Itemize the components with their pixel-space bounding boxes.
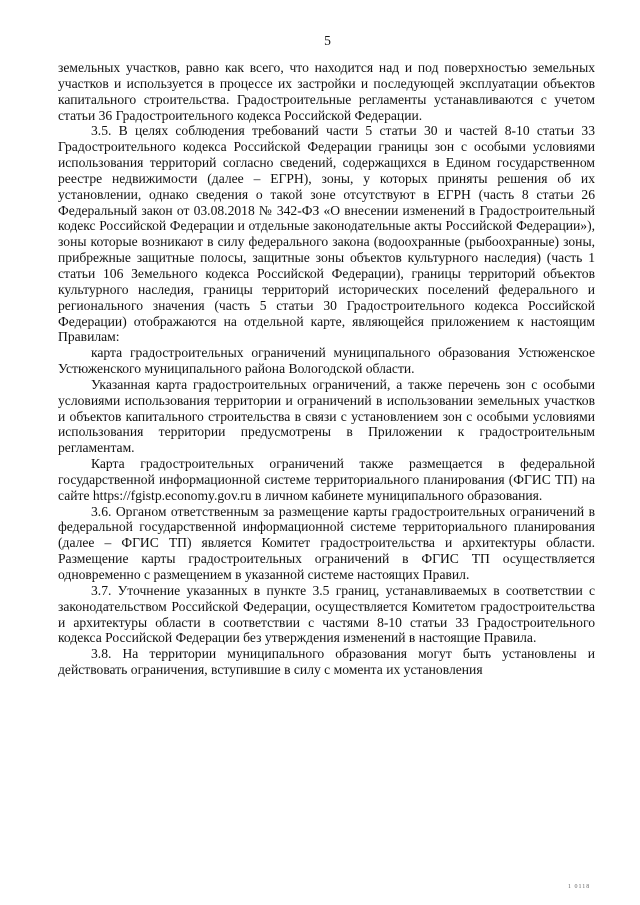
paragraph-3-6: 3.6. Органом ответственным за размещение карты градостроительных ограничений в федеральной государственной информационной системе территориального планирования (далее – ФГИС ТП) является Комитет градостроительства и архитектуры области. Размещение карты градостроительных ограничений в ФГИС ТП осуществляется одновременно с размещением в указанной системе настоящих Правил. (58, 503, 595, 582)
paragraph-continuation: земельных участков, равно как всего, что находится над и под поверхностью земельных участков и используется в процессе их застройки и последующей эксплуатации объектов капитального строительства. Градостроительные регламенты устанавливаются с учетом статьи 36 Градостроительного кодекса Российской Федерации. (58, 60, 595, 123)
paragraph-3-8: 3.8. На территории муниципального образования могут быть установлены и действовать ограничения, вступившие в силу с момента их установления (58, 646, 595, 678)
page-number: 5 (324, 33, 331, 48)
paragraph-3-5: 3.5. В целях соблюдения требований части 5 статьи 30 и частей 8-10 статьи 33 Градостроительного кодекса Российской Федерации границы зон с особыми условиями использования территорий согласно сведений, содержащихся в Едином государственном реестре недвижимости (далее – ЕГРН), зоны, у которых приняты решения об их установлении, однако сведения о такой зоне отсутствуют в ЕГРН (часть 8 статьи 26 Федеральный закон от 03.08.2018 № 342-ФЗ «О внесении изменений в Градостроительный кодекс Российской Федерации и отдельные законодательные акты Российской Федерации»), зоны которые возникают в силу федерального закона (водоохранные (рыбоохранные) зоны, прибрежные защитные полосы, защитные зоны объектов культурного наследия) (часть 1 статьи 106 Земельного кодекса Российской Федерации), границы территорий объектов культурного наследия, границы территорий исторических поселений федерального и регионального значения (часть 5 статьи 30 Градостроительного кодекса Российской Федерации) отображаются на отдельной карте, являющейся приложением к настоящим Правилам: (58, 123, 595, 345)
paragraph-map-note: Указанная карта градостроительных ограничений, а также перечень зон с особыми условиями использования территории и ограничений в использовании земельных участков и объектов капитального строительства в связи с установлением зон с особыми условиями использования территории предусмотрены в Приложении к градостроительным регламентам. (58, 376, 595, 456)
paragraph-fgis-publish: Карта градостроительных ограничений также размещается в федеральной государственной информационной системе территориального планирования (ФГИС ТП) на сайте https://fgistp.economy.gov.ru в личном кабинете муниципального образования. (58, 456, 595, 503)
footer-scan-mark: 1 0118 (568, 884, 591, 890)
paragraph-map-item: карта градостроительных ограничений муниципального образования Устюженское Устюженского муниципального района Вологодской области. (58, 345, 595, 377)
document-body (58, 60, 595, 678)
paragraph-3-7: 3.7. Уточнение указанных в пункте 3.5 границ, устанавливаемых в соответствии с законодательством Российской Федерации, осуществляется Комитетом градостроительства и архитектуры области в соответствии с частями 8-10 статьи 33 Градостроительного кодекса Российской Федерации без утверждения изменений в настоящие Правила. (58, 582, 595, 646)
